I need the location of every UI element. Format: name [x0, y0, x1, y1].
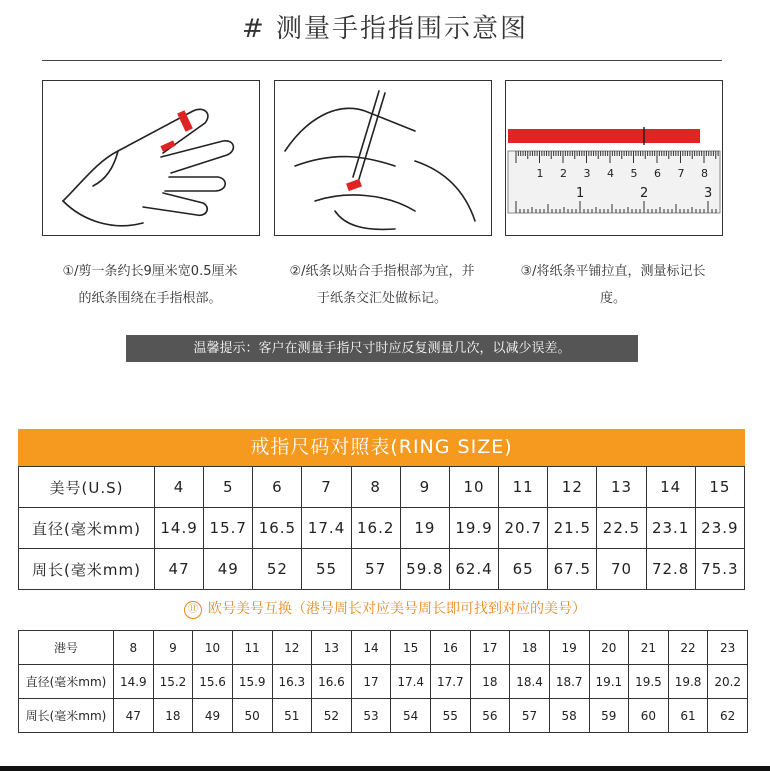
table-cell: 15.7: [204, 508, 253, 549]
table-cell: 56: [470, 699, 510, 733]
table-cell: 10: [193, 631, 233, 665]
page-title: # 测量手指指围示意图: [241, 14, 529, 44]
table-cell: 17.4: [391, 665, 431, 699]
table-cell: 18: [510, 631, 550, 665]
table-cell: 17: [351, 665, 391, 699]
ruler-cm-label: 8: [701, 167, 708, 180]
table-cell: 12: [272, 631, 312, 665]
table-cell: 16: [431, 631, 471, 665]
table-cell: 23.1: [646, 508, 695, 549]
table-cell: 21.5: [548, 508, 597, 549]
table-cell: 62: [708, 699, 748, 733]
step3-illustration: [505, 80, 723, 236]
hk-circumference-row: [19, 699, 748, 733]
table-cell: 15.9: [232, 665, 272, 699]
table-cell: 55: [302, 549, 351, 590]
step1-line1: ①/剪一条约长9厘米宽0.5厘米: [62, 264, 238, 279]
table-cell: 17.7: [431, 665, 471, 699]
us-size-table: [18, 466, 745, 590]
table-cell: 15: [695, 467, 744, 508]
table-cell: 15.2: [153, 665, 193, 699]
hand-wrap-icon: [43, 81, 259, 235]
table-cell: 57: [510, 699, 550, 733]
table-cell: 55: [431, 699, 471, 733]
table-cell: 60: [629, 699, 669, 733]
table-cell: 9: [400, 467, 449, 508]
table-cell: 16.6: [312, 665, 352, 699]
table-cell: 18: [153, 699, 193, 733]
table-cell: 23: [708, 631, 748, 665]
table-cell: 67.5: [548, 549, 597, 590]
hk-size-row: [19, 631, 748, 665]
tip-banner: 温馨提示：客户在测量手指尺寸时应反复测量几次，以减少误差。: [126, 335, 638, 362]
table-cell: 5: [204, 467, 253, 508]
table-cell: 9: [153, 631, 193, 665]
step1-illustration: [42, 80, 260, 236]
table-cell: 12: [548, 467, 597, 508]
table-cell: 11: [232, 631, 272, 665]
ruler-cm-label: 1: [536, 167, 544, 180]
table-cell: 14: [646, 467, 695, 508]
table-cell: 18.7: [549, 665, 589, 699]
table-cell: 10: [449, 467, 498, 508]
table-cell: 70: [597, 549, 646, 590]
note-text: 欧号美号互换（港号周长对应美号周长即可找到对应的美号）: [208, 601, 586, 617]
step3-text: [497, 258, 729, 312]
table-cell: 15: [391, 631, 431, 665]
table-cell: 20.2: [708, 665, 748, 699]
table-cell: 62.4: [449, 549, 498, 590]
row-header: 直径(毫米mm): [19, 508, 155, 549]
table-cell: 16.3: [272, 665, 312, 699]
table-cell: 19: [400, 508, 449, 549]
table-cell: 58: [549, 699, 589, 733]
table-cell: 4: [155, 467, 204, 508]
pen-mark-icon: [275, 81, 491, 235]
step2-line2: 于纸条交汇处做标记。: [316, 291, 447, 306]
table-cell: 50: [232, 699, 272, 733]
table-cell: 22: [668, 631, 708, 665]
table-cell: 47: [114, 699, 154, 733]
table-cell: 20.7: [499, 508, 548, 549]
row-header: 港号: [19, 631, 114, 665]
step3-line1: ③/将纸条平铺拉直，测量标记长: [520, 264, 706, 279]
table-cell: 23.9: [695, 508, 744, 549]
table-cell: 6: [253, 467, 302, 508]
ruler-inch-label: 1: [576, 186, 585, 201]
table-cell: 49: [204, 549, 253, 590]
table-cell: 49: [193, 699, 233, 733]
table-cell: 72.8: [646, 549, 695, 590]
step1-line2: 的纸条围绕在手指根部。: [78, 291, 222, 306]
hk-size-table: [18, 630, 748, 733]
table-cell: 14.9: [114, 665, 154, 699]
table-cell: 18: [470, 665, 510, 699]
table-cell: 17.4: [302, 508, 351, 549]
table-cell: 7: [302, 467, 351, 508]
table-cell: 13: [597, 467, 646, 508]
table-cell: 65: [499, 549, 548, 590]
step2-text: [266, 258, 498, 312]
circumference-row: [19, 549, 745, 590]
diameter-row: [19, 508, 745, 549]
table-cell: 16.2: [351, 508, 400, 549]
ruler-cm-label: 4: [607, 167, 614, 180]
ruler-cm-label: 3: [583, 167, 591, 180]
us-size-row: [19, 467, 745, 508]
hk-diameter-row: [19, 665, 748, 699]
ruler-icon: [506, 81, 722, 235]
table-cell: 21: [629, 631, 669, 665]
table-cell: 19.1: [589, 665, 629, 699]
table-cell: 18.4: [510, 665, 550, 699]
conversion-note: [0, 598, 770, 619]
table-cell: 8: [114, 631, 154, 665]
table-cell: 19.9: [449, 508, 498, 549]
ruler-cm-label: 2: [560, 167, 567, 180]
step1-text: [34, 258, 266, 312]
table-cell: 75.3: [695, 549, 744, 590]
step3-line2: 度。: [599, 291, 626, 306]
step2-illustration: [274, 80, 492, 236]
table-cell: 52: [253, 549, 302, 590]
table-cell: 15.6: [193, 665, 233, 699]
table-cell: 11: [499, 467, 548, 508]
table-cell: 51: [272, 699, 312, 733]
step2-line1: ②/纸条以贴合手指根部为宜，并: [289, 264, 475, 279]
row-header: 周长(毫米mm): [19, 549, 155, 590]
ruler-inch-label: 2: [640, 186, 649, 201]
ruler-cm-label: 5: [630, 167, 638, 180]
table-cell: 59.8: [400, 549, 449, 590]
ruler-cm-label: 7: [677, 167, 685, 180]
bottom-divider: [0, 766, 770, 771]
table-cell: 14.9: [155, 508, 204, 549]
note-mark: ⑪: [184, 601, 202, 619]
table-cell: 53: [351, 699, 391, 733]
table-cell: 20: [589, 631, 629, 665]
table-cell: 54: [391, 699, 431, 733]
table-cell: 22.5: [597, 508, 646, 549]
row-header: 美号(U.S): [19, 467, 155, 508]
table-cell: 61: [668, 699, 708, 733]
table-cell: 57: [351, 549, 400, 590]
table-cell: 17: [470, 631, 510, 665]
table-cell: 19.5: [629, 665, 669, 699]
table-cell: 59: [589, 699, 629, 733]
table-cell: 47: [155, 549, 204, 590]
table-cell: 19.8: [668, 665, 708, 699]
title-divider: [42, 60, 722, 61]
row-header: 周长(毫米mm): [19, 699, 114, 733]
row-header: 直径(毫米mm): [19, 665, 114, 699]
size-table-title: 戒指尺码对照表(RING SIZE): [18, 429, 745, 466]
table-cell: 13: [312, 631, 352, 665]
table-cell: 8: [351, 467, 400, 508]
table-cell: 19: [549, 631, 589, 665]
ruler-inch-label: 3: [704, 186, 713, 201]
table-cell: 14: [351, 631, 391, 665]
table-cell: 52: [312, 699, 352, 733]
table-cell: 16.5: [253, 508, 302, 549]
ruler-cm-label: 6: [654, 167, 661, 180]
